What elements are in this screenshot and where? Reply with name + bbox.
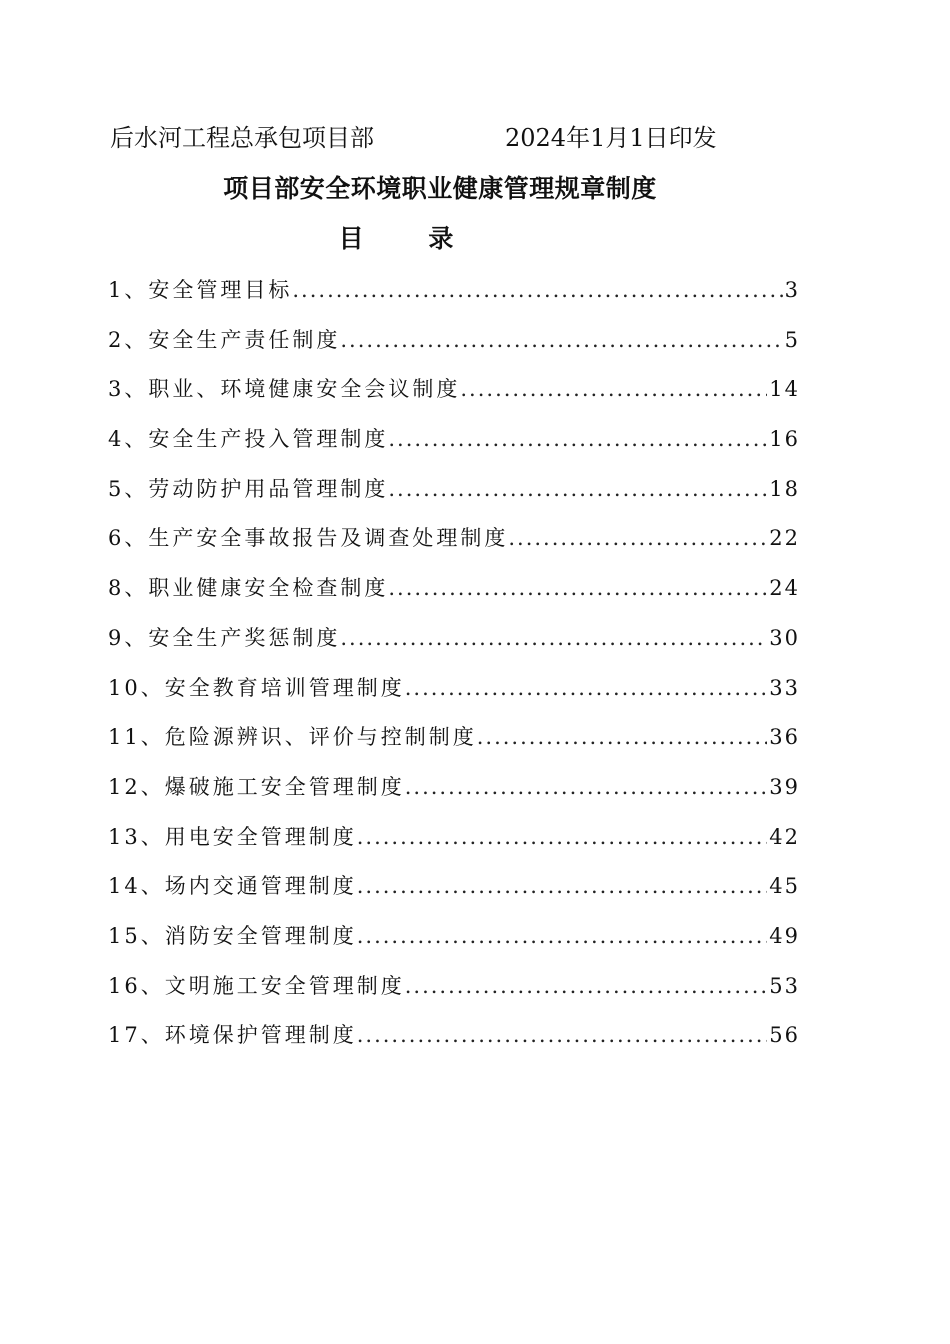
toc-entry xyxy=(108,817,800,867)
issue-date: 2024年1月1日印发 xyxy=(505,124,717,152)
toc-entry-title: 5、劳动防护用品管理制度 xyxy=(108,476,389,501)
toc-dot-leader xyxy=(405,966,768,1006)
toc-entry-page: 56 xyxy=(769,1023,800,1048)
toc-entry xyxy=(108,916,800,966)
toc-dot-leader xyxy=(388,568,767,608)
toc-dot-leader xyxy=(405,767,768,807)
toc-entry xyxy=(108,767,800,817)
toc-entry-title: 17、环境保护管理制度 xyxy=(108,1023,357,1048)
toc-entry-title: 9、安全生产奖惩制度 xyxy=(108,625,341,650)
toc-entry-title: 8、职业健康安全检查制度 xyxy=(108,576,389,601)
toc-entry xyxy=(108,717,800,767)
toc-entry-title: 13、用电安全管理制度 xyxy=(108,824,357,849)
toc-entry-title: 2、安全生产责任制度 xyxy=(108,327,341,352)
toc-dot-leader xyxy=(292,270,782,310)
toc-dot-leader xyxy=(388,469,767,509)
toc-entry-title: 10、安全教育培训管理制度 xyxy=(108,675,405,700)
toc-dot-leader xyxy=(340,320,782,360)
toc-entry-title: 1、安全管理目标 xyxy=(108,278,293,302)
table-of-contents xyxy=(108,270,800,1065)
toc-entry-page: 39 xyxy=(769,774,800,799)
toc-dot-leader xyxy=(477,717,768,757)
toc-entry xyxy=(108,618,800,668)
toc-entry-title: 11、危险源辨识、评价与控制制度 xyxy=(108,725,477,750)
toc-entry xyxy=(108,1015,800,1065)
toc-entry-title: 12、爆破施工安全管理制度 xyxy=(108,774,405,799)
toc-entry-title: 16、文明施工安全管理制度 xyxy=(108,973,405,998)
toc-entry-page: 45 xyxy=(769,874,800,899)
toc-entry xyxy=(108,668,800,718)
issuing-organization: 后水河工程总承包项目部 xyxy=(110,124,374,152)
toc-entry-page: 33 xyxy=(769,675,800,700)
toc-entry-page: 24 xyxy=(769,576,800,601)
document-header xyxy=(110,120,750,156)
toc-entry-page: 22 xyxy=(769,526,800,551)
toc-dot-leader xyxy=(460,369,767,409)
toc-entry xyxy=(108,966,800,1016)
toc-entry xyxy=(108,369,800,419)
toc-entry xyxy=(108,866,800,916)
toc-entry-page: 18 xyxy=(769,476,800,501)
toc-entry-title: 6、生产安全事故报告及调查处理制度 xyxy=(108,526,509,551)
toc-dot-leader xyxy=(388,419,767,459)
toc-entry-page: 3 xyxy=(784,278,800,302)
toc-dot-leader xyxy=(357,866,768,906)
toc-entry xyxy=(108,518,800,568)
toc-dot-leader xyxy=(357,1015,768,1055)
toc-entry-page: 5 xyxy=(784,327,800,352)
toc-dot-leader xyxy=(357,916,768,956)
toc-entry-page: 42 xyxy=(769,824,800,849)
toc-dot-leader xyxy=(357,817,768,857)
toc-entry-page: 16 xyxy=(769,427,800,452)
toc-dot-leader xyxy=(508,518,767,558)
toc-entry-page: 30 xyxy=(769,625,800,650)
toc-entry-title: 14、场内交通管理制度 xyxy=(108,874,357,899)
toc-entry xyxy=(108,568,800,618)
toc-entry xyxy=(108,270,800,320)
toc-entry-title: 3、职业、环境健康安全会议制度 xyxy=(108,377,461,402)
toc-entry xyxy=(108,419,800,469)
toc-heading: 目 录 xyxy=(338,224,482,253)
toc-entry-page: 14 xyxy=(769,377,800,402)
document-title: 项目部安全环境职业健康管理规章制度 xyxy=(223,174,657,203)
toc-entry-title: 4、安全生产投入管理制度 xyxy=(108,427,389,452)
toc-dot-leader xyxy=(405,668,768,708)
toc-entry-page: 36 xyxy=(769,725,800,750)
toc-entry-page: 53 xyxy=(769,973,800,998)
toc-entry xyxy=(108,469,800,519)
toc-entry-page: 49 xyxy=(769,923,800,948)
toc-dot-leader xyxy=(340,618,767,658)
toc-entry xyxy=(108,320,800,370)
toc-entry-title: 15、消防安全管理制度 xyxy=(108,923,357,948)
